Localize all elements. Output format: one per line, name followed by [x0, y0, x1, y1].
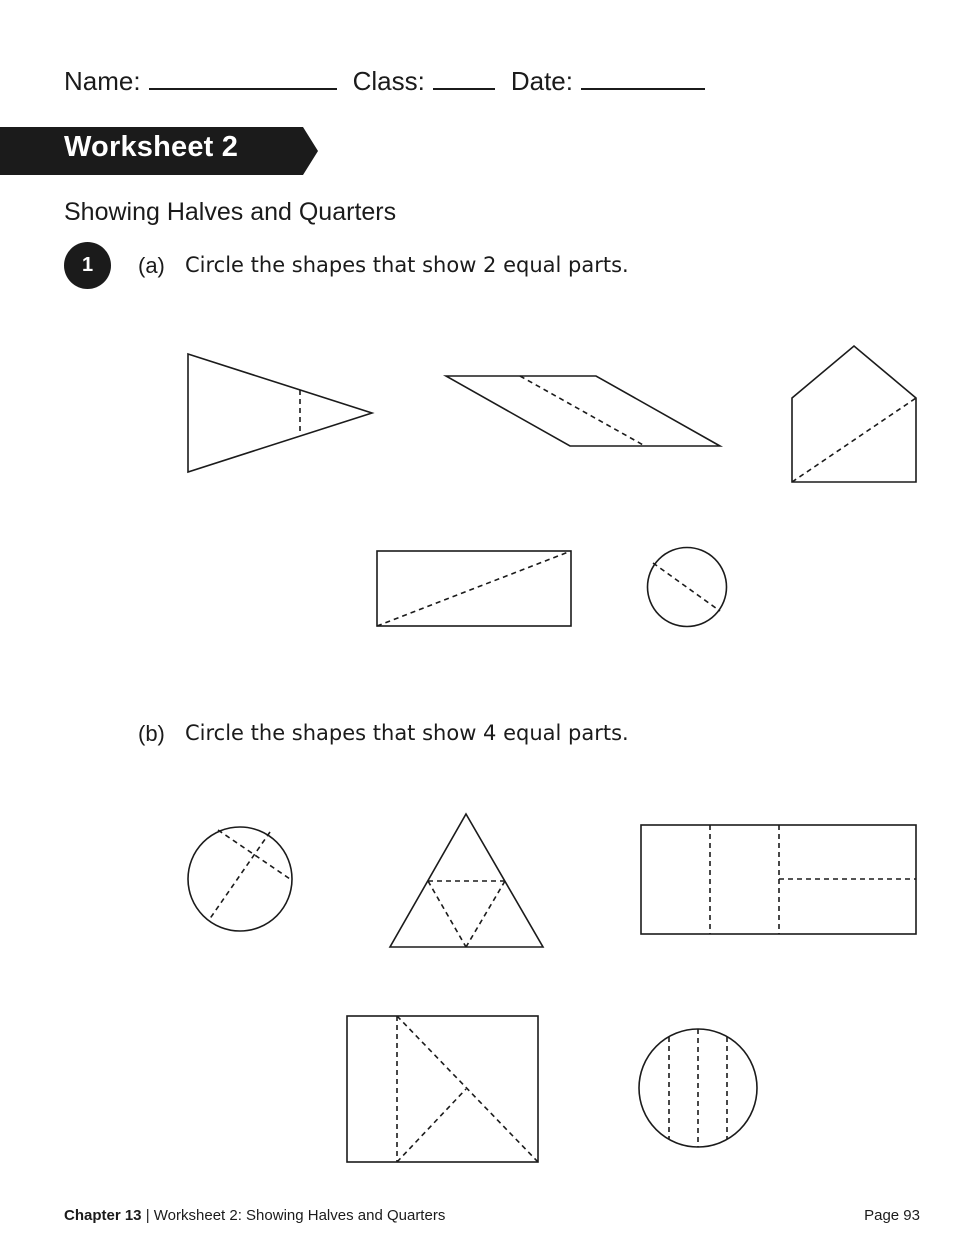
part-a-text: Circle the shapes that show 2 equal parts. — [185, 253, 629, 277]
b-triangle-shape[interactable] — [390, 814, 543, 947]
a-circle-shape[interactable] — [648, 548, 727, 627]
worksheet-title: Worksheet 2 — [64, 131, 239, 163]
name-label: Name: — [64, 66, 141, 96]
b-rectangle-diagonals-shape[interactable] — [347, 1016, 538, 1162]
page-number: Page 93 — [864, 1207, 920, 1224]
question-number-badge: 1 — [64, 242, 111, 289]
a-triangle-shape[interactable] — [188, 354, 372, 472]
footer-chapter-info — [64, 1207, 445, 1224]
part-a-label: (a) — [138, 253, 165, 278]
footer-chapter: Chapter 13 — [64, 1207, 142, 1224]
a-parallelogram-shape[interactable] — [446, 376, 720, 446]
b-circle-cross-shape[interactable] — [188, 827, 292, 931]
class-label: Class: — [352, 66, 425, 96]
b-wide-rectangle-shape[interactable] — [641, 825, 916, 934]
part-b-label: (b) — [138, 721, 165, 746]
a-rectangle-shape[interactable] — [377, 551, 571, 626]
footer-separator: | — [145, 1207, 150, 1224]
part-b-text: Circle the shapes that show 4 equal parts. — [185, 721, 629, 745]
a-pentagon-shape[interactable] — [792, 346, 916, 482]
b-circle-strips-shape[interactable] — [639, 1029, 757, 1147]
footer-subtitle: Worksheet 2: Showing Halves and Quarters — [153, 1207, 446, 1224]
date-label: Date: — [510, 66, 573, 96]
section-title: Showing Halves and Quarters — [64, 198, 397, 226]
